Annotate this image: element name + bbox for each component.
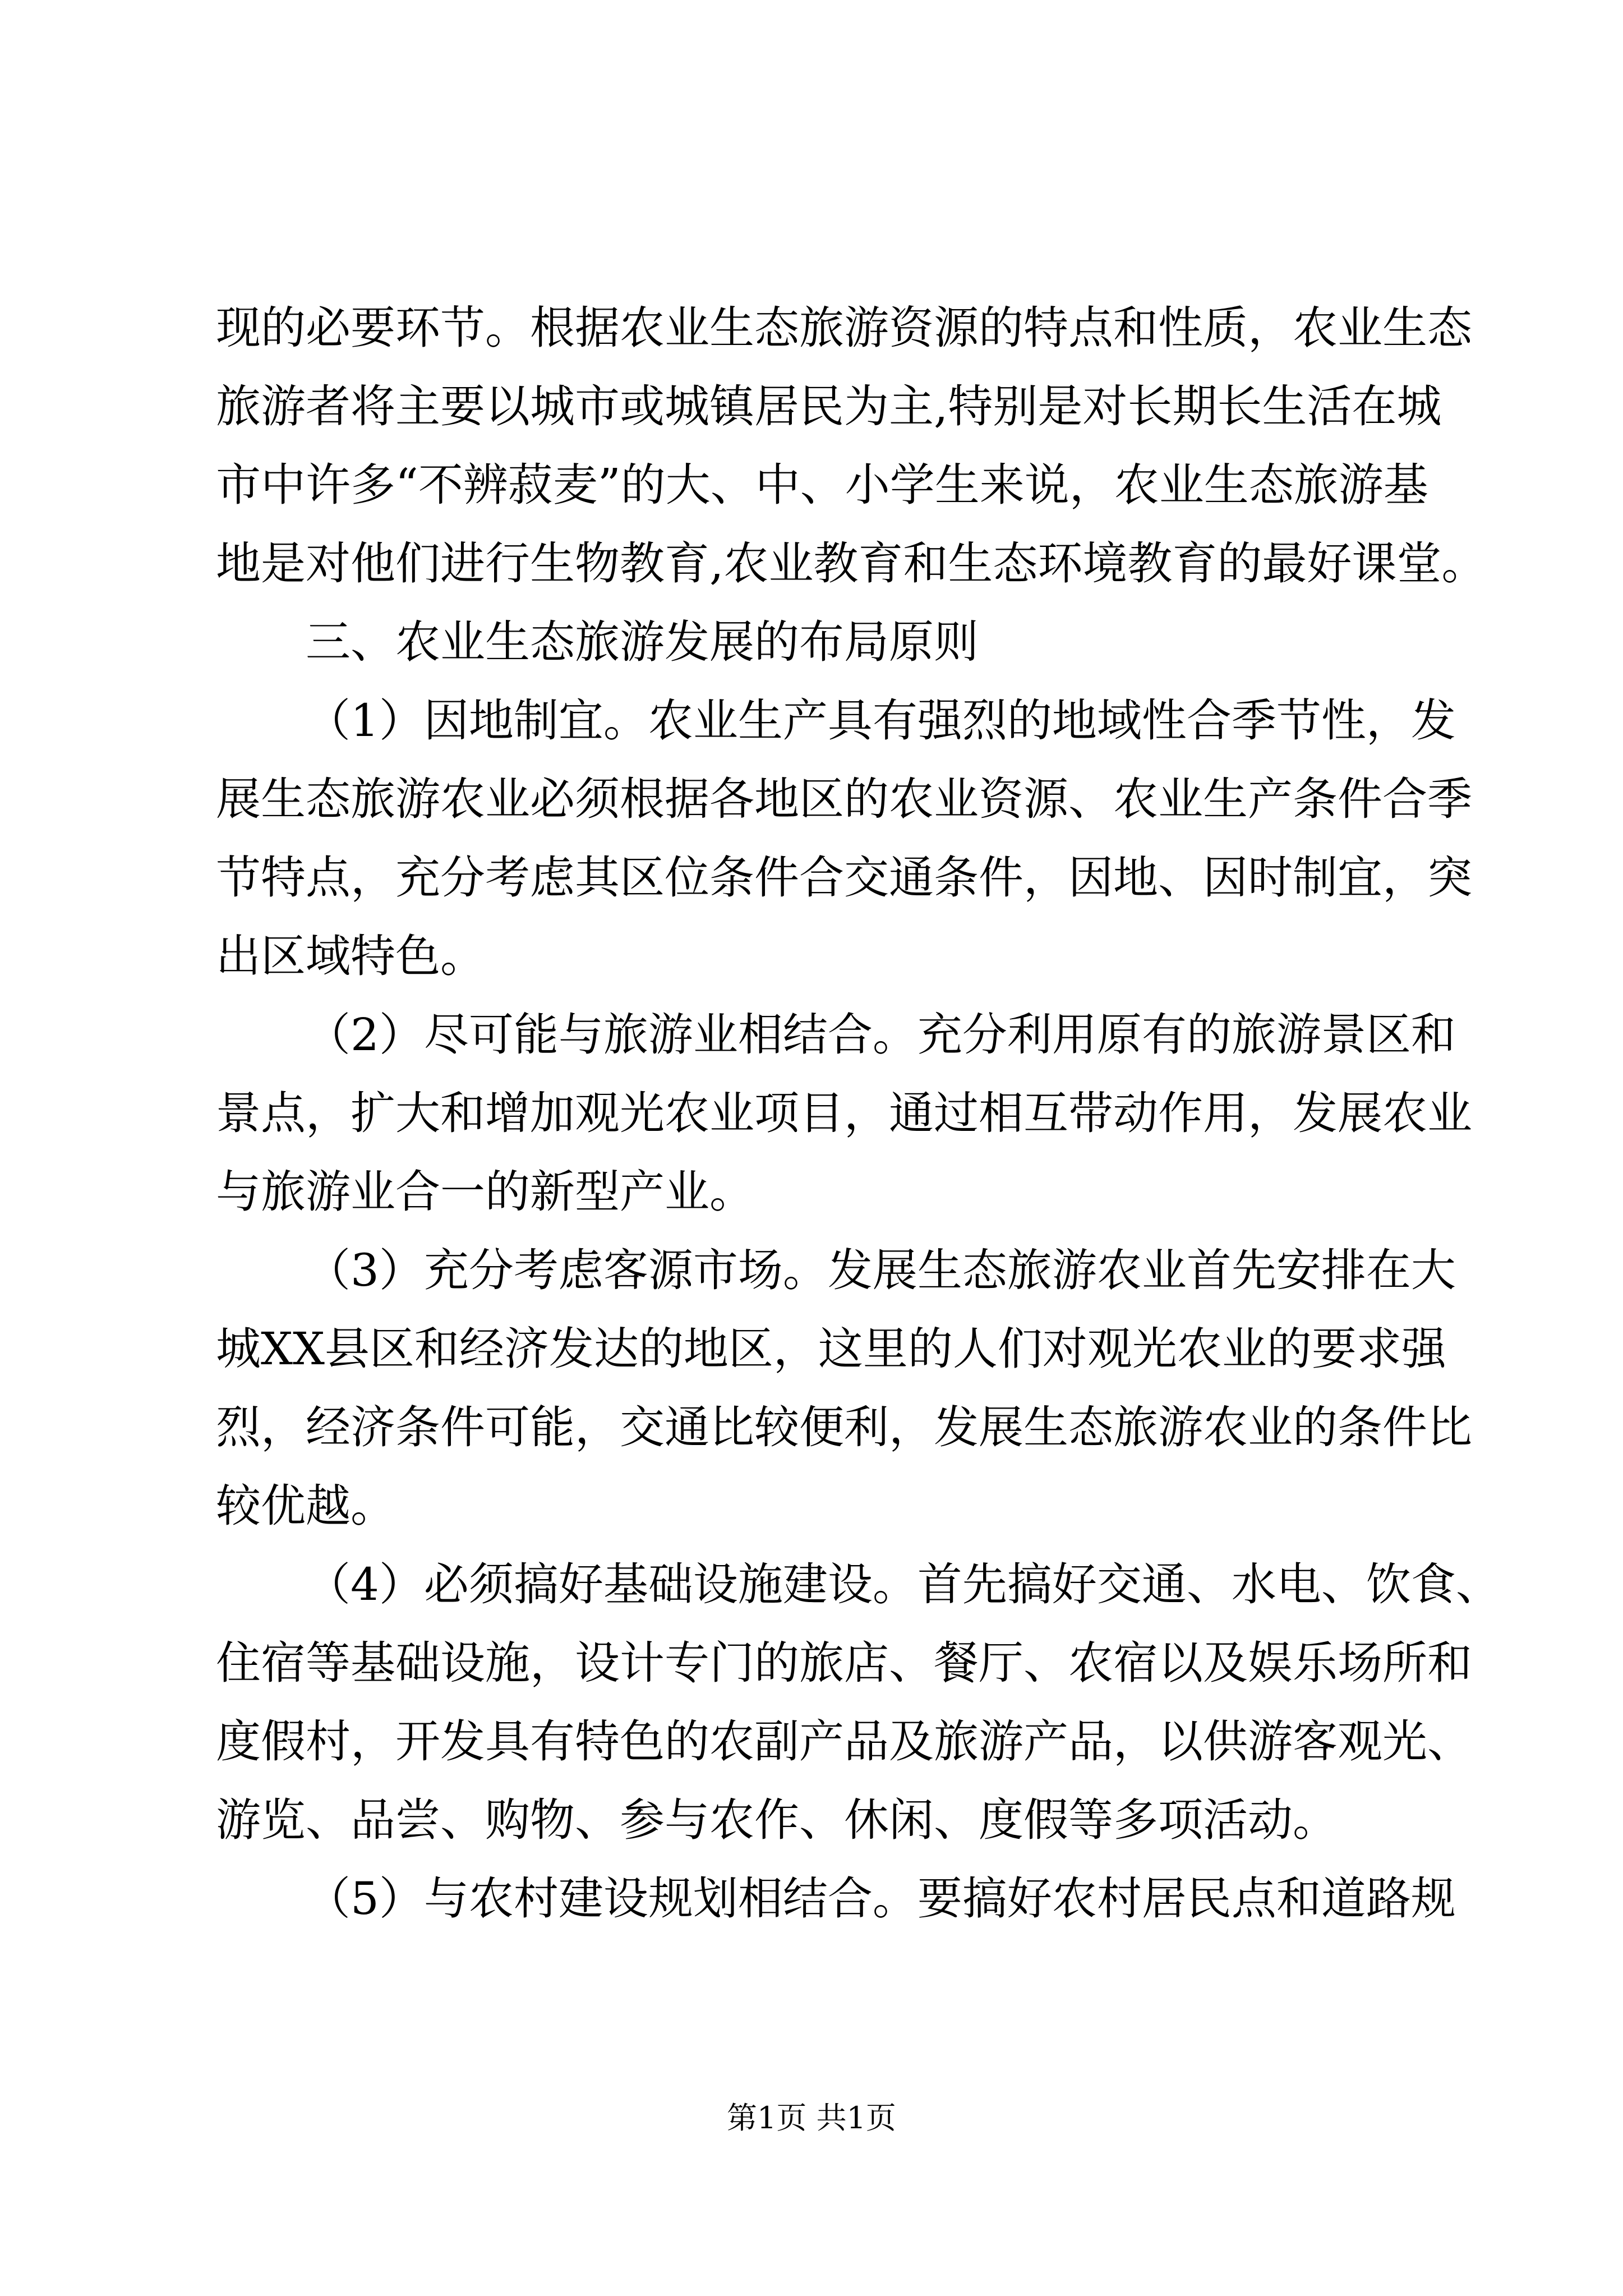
page-footer: 第1页 共1页 [727,2100,896,2136]
text-line: 游览、品尝、购物、参与农作、休闲、度假等多项活动。 [216,1794,1338,1846]
text-line: 市中许多“不辨菽麦”的大、中、小学生来说，农业生态旅游基 [216,459,1428,511]
text-line: 景点，扩大和增加观光农业项目，通过相互带动作用，发展农业 [216,1087,1472,1139]
text-line: 住宿等基础设施，设计专门的旅店、餐厅、农宿以及娱乐场所和 [216,1637,1472,1689]
text-line: 节特点，充分考虑其区位条件合交通条件，因地、因时制宜，突 [216,852,1472,904]
section-heading: 三、农业生态旅游发展的布局原则 [306,616,979,668]
text-line: 城XX县区和经济发达的地区，这里的人们对观光农业的要求强 [216,1323,1446,1375]
paragraph-first-line: （1）因地制宜。农业生产具有强烈的地域性合季节性，发 [306,694,1456,747]
text-line: 旅游者将主要以城市或城镇居民为主,特别是对长期长生活在城 [216,380,1442,432]
text-line: 地是对他们进行生物教育,农业教育和生态环境教育的最好课堂。 [216,537,1487,590]
text-line: 与旅游业合一的新型产业。 [216,1166,754,1218]
paragraph-first-line: （5）与农村建设规划相结合。要搞好农村居民点和道路规 [306,1872,1456,1925]
text-line: 较优越。 [216,1480,395,1532]
paragraph-first-line: （3）充分考虑客源市场。发展生态旅游农业首先安排在大 [306,1244,1456,1296]
paragraph-first-line: （4）必须搞好基础设施建设。首先搞好交通、水电、饮食、 [306,1558,1501,1611]
text-line: 度假村，开发具有特色的农副产品及旅游产品，以供游客观光、 [216,1715,1472,1768]
paragraph-first-line: （2）尽可能与旅游业相结合。充分利用原有的旅游景区和 [306,1009,1456,1061]
text-line: 现的必要环节。根据农业生态旅游资源的特点和性质，农业生态 [216,302,1472,354]
text-line: 出区域特色。 [216,930,485,982]
text-line: 展生态旅游农业必须根据各地区的农业资源、农业生产条件合季 [216,773,1472,825]
text-line: 烈，经济条件可能，交通比较便利，发展生态旅游农业的条件比 [216,1401,1472,1453]
